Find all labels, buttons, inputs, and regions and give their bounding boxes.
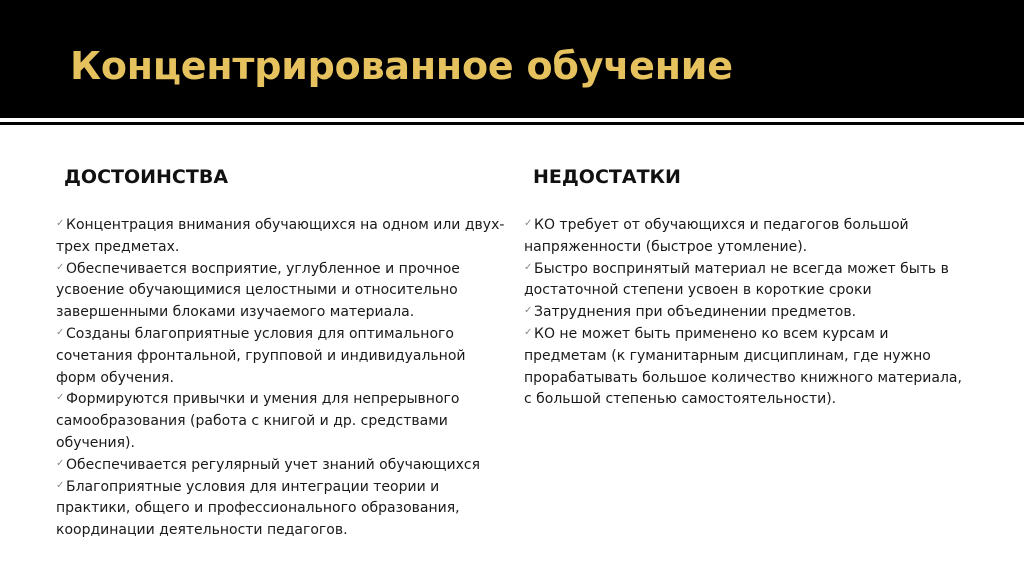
slide-title: Концентрированное обучение: [70, 44, 733, 88]
checkmark-arrow-icon: ✓: [56, 218, 65, 229]
advantages-list-item: [56, 477, 508, 542]
disadvantages-item-text: Быстро воспринятый материал не всегда может быть в достаточной степени усвоен в короткие сроки: [524, 260, 949, 299]
disadvantages-list: [524, 215, 966, 411]
checkmark-arrow-icon: ✓: [56, 457, 65, 469]
advantages-heading: ДОСТОИНСТВА: [64, 166, 229, 188]
checkmark-arrow-icon: ✓: [524, 326, 533, 338]
checkmark-arrow-icon: ✓: [524, 218, 533, 229]
checkmark-arrow-icon: ✓: [56, 326, 65, 338]
disadvantages-list-item: [524, 259, 966, 303]
advantages-item-text: Обеспечивается регулярный учет знаний обучающихся: [66, 456, 480, 473]
advantages-list-item: [56, 215, 508, 259]
checkmark-arrow-icon: ✓: [56, 392, 65, 404]
title-bar: [0, 0, 1024, 118]
advantages-list-item: [56, 389, 508, 454]
disadvantages-item-text: КО не может быть применено ко всем курсам и предметам (к гуманитарным дисциплинам, где нужно прорабатывать большое количество книжного материала, с большой степенью самостоятельности).: [524, 325, 962, 408]
disadvantages-list-item: [524, 215, 966, 259]
checkmark-arrow-icon: ✓: [56, 479, 65, 491]
advantages-list-item: [56, 259, 508, 324]
checkmark-arrow-icon: ✓: [524, 261, 533, 273]
advantages-item-text: Благоприятные условия для интеграции теории и практики, общего и профессионального образования, координации деятельности педагогов.: [56, 478, 460, 539]
advantages-list-item: [56, 455, 508, 477]
title-divider: [0, 122, 1024, 125]
disadvantages-item-text: КО требует от обучающихся и педагогов большой напряженности (быстрое утомление).: [524, 217, 909, 255]
advantages-item-text: Концентрация внимания обучающихся на одном или двух-трех предметах.: [56, 217, 505, 255]
advantages-list: [56, 215, 508, 542]
advantages-item-text: Созданы благоприятные условия для оптимального сочетания фронтальной, групповой и индивидуальной форм обучения.: [56, 325, 466, 386]
disadvantages-heading: НЕДОСТАТКИ: [533, 166, 681, 188]
advantages-item-text: Формируются привычки и умения для непрерывного самообразования (работа с книгой и др. средствами обучения).: [56, 391, 460, 451]
disadvantages-list-item: [524, 302, 966, 324]
checkmark-arrow-icon: ✓: [524, 305, 533, 317]
disadvantages-item-text: Затруднения при объединении предметов.: [534, 304, 857, 321]
disadvantages-list-item: [524, 324, 966, 411]
advantages-item-text: Обеспечивается восприятие, углубленное и прочное усвоение обучающимися целостными и относительно завершенными блоками изучаемого материала.: [56, 260, 460, 321]
checkmark-arrow-icon: ✓: [56, 261, 65, 273]
advantages-list-item: [56, 324, 508, 389]
